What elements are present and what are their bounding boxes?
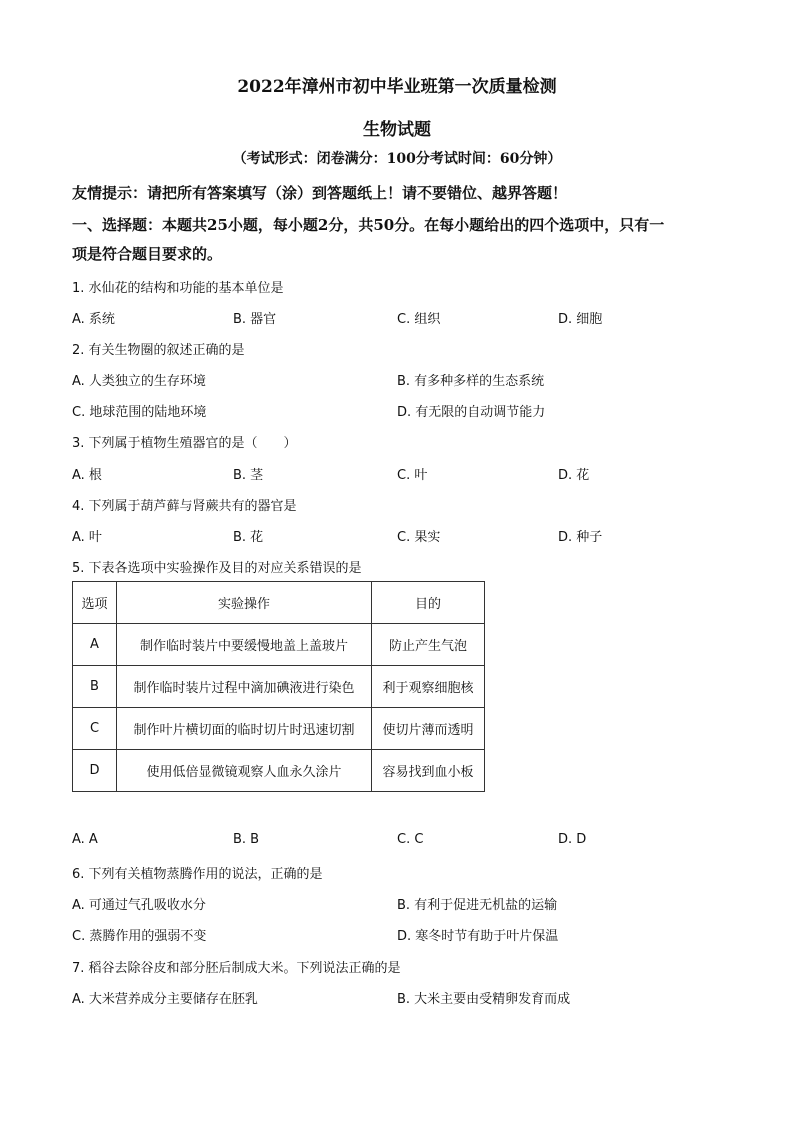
option-d: D. 有无限的自动调节能力: [397, 405, 546, 420]
table-header-row: [73, 582, 485, 624]
option-c: C. 叶: [397, 468, 428, 483]
notice: 友情提示：请把所有答案填写（涂）到答题纸上！请不要错位、越界答题！: [72, 184, 568, 202]
question-stem: 3. 下列属于植物生殖器官的是（ ）: [72, 436, 297, 451]
option-b: B. 花: [233, 530, 264, 545]
section-heading-line2: 项是符合题目要求的。: [72, 245, 223, 263]
option-c: C. C: [397, 832, 424, 847]
option-d: D. 花: [558, 468, 590, 483]
table-cell: 容易找到血小板: [372, 750, 485, 792]
option-b: B. 大米主要由受精卵发育而成: [397, 992, 571, 1007]
table-row: [73, 750, 485, 792]
table-header-cell: 目的: [372, 582, 485, 624]
section-heading-line1: 一、选择题：本题共25小题，每小题2分，共50分。在每小题给出的四个选项中，只有一: [72, 216, 665, 234]
option-c: C. 蒸腾作用的强弱不变: [72, 929, 207, 944]
option-b: B. 有多种多样的生态系统: [397, 374, 545, 389]
table-header-cell: 选项: [73, 582, 117, 624]
question-stem: 4. 下列属于葫芦藓与肾蕨共有的器官是: [72, 499, 297, 514]
option-a: A. A: [72, 832, 98, 847]
table-cell: 使用低倍显微镜观察人血永久涂片: [117, 750, 372, 792]
exam-info: （考试形式：闭卷满分：100分考试时间：60分钟）: [232, 151, 562, 167]
question-stem: 7. 稻谷去除谷皮和部分胚后制成大米。下列说法正确的是: [72, 961, 401, 976]
option-a: A. 叶: [72, 530, 102, 545]
option-d: D. D: [558, 832, 587, 847]
table-cell: C: [73, 708, 117, 750]
question-stem: 5. 下表各选项中实验操作及目的对应关系错误的是: [72, 561, 362, 576]
table-cell: 制作临时装片过程中滴加碘液进行染色: [117, 666, 372, 708]
option-b: B. 有利于促进无机盐的运输: [397, 898, 558, 913]
table-cell: D: [73, 750, 117, 792]
table-cell: 制作叶片横切面的临时切片时迅速切割: [117, 708, 372, 750]
table-cell: A: [73, 624, 117, 666]
option-b: B. B: [233, 832, 260, 847]
exam-subtitle: 生物试题: [363, 120, 431, 140]
option-a: A. 系统: [72, 312, 115, 327]
table-cell: B: [73, 666, 117, 708]
question-stem: 2. 有关生物圈的叙述正确的是: [72, 343, 245, 358]
option-a: A. 可通过气孔吸收水分: [72, 898, 206, 913]
option-a: A. 根: [72, 468, 102, 483]
table-header-cell: 实验操作: [117, 582, 372, 624]
option-d: D. 细胞: [558, 312, 603, 327]
option-c: C. 地球范围的陆地环境: [72, 405, 207, 420]
experiment-table: [72, 581, 485, 792]
table-row: [73, 624, 485, 666]
option-c: C. 组织: [397, 312, 441, 327]
option-a: A. 人类独立的生存环境: [72, 374, 206, 389]
option-d: D. 寒冬时节有助于叶片保温: [397, 929, 559, 944]
table-cell: 利于观察细胞核: [372, 666, 485, 708]
option-d: D. 种子: [558, 530, 603, 545]
option-a: A. 大米营养成分主要储存在胚乳: [72, 992, 258, 1007]
table-row: [73, 666, 485, 708]
table-cell: 使切片薄而透明: [372, 708, 485, 750]
question-stem: 6. 下列有关植物蒸腾作用的说法，正确的是: [72, 867, 323, 882]
option-b: B. 茎: [233, 468, 264, 483]
table-cell: 制作临时装片中要缓慢地盖上盖玻片: [117, 624, 372, 666]
question-stem: 1. 水仙花的结构和功能的基本单位是: [72, 281, 284, 296]
table-row: [73, 708, 485, 750]
table-cell: 防止产生气泡: [372, 624, 485, 666]
exam-title: 2022年漳州市初中毕业班第一次质量检测: [237, 77, 557, 97]
option-c: C. 果实: [397, 530, 441, 545]
option-b: B. 器官: [233, 312, 277, 327]
